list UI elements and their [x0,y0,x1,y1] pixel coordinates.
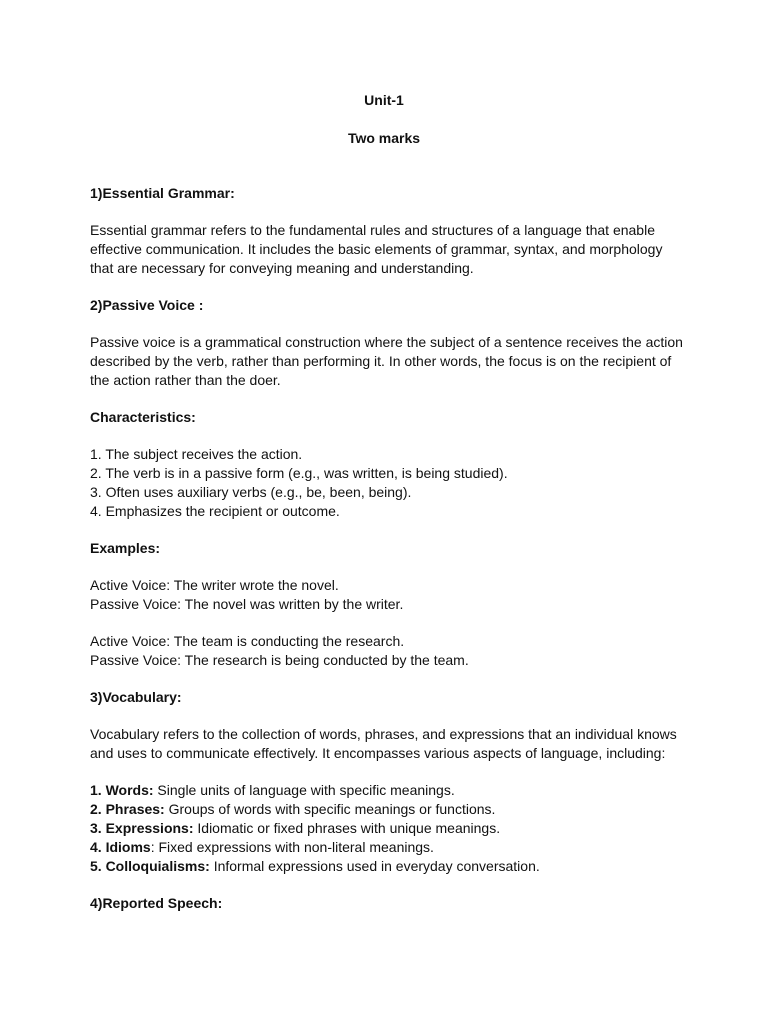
document-page [90,91,690,913]
paragraph-line: described by the verb, rather than performing it. In other words, the focus is on the recipient of [90,353,672,369]
document-title: Unit-1 [364,92,404,108]
characteristics-heading: Characteristics: [90,409,196,425]
characteristics-list [90,445,690,521]
example-pair [90,576,690,614]
section-heading-essential-grammar: 1)Essential Grammar: [90,185,235,201]
vocabulary-list [90,781,690,876]
list-item-term: 4. Idioms [90,839,151,855]
list-item: 3. Often uses auxiliary verbs (e.g., be, been, being). [90,484,412,500]
section-heading-passive-voice: 2)Passive Voice : [90,297,204,313]
list-item-desc: Groups of words with specific meanings or functions. [164,801,496,817]
section-heading-reported-speech: 4)Reported Speech: [90,895,223,911]
essential-grammar-paragraph [90,221,690,278]
list-item-term: 2. Phrases: [90,801,165,817]
paragraph-line: effective communication. It includes the basic elements of grammar, syntax, and morphology [90,241,663,257]
list-item: 1. The subject receives the action. [90,446,303,462]
document-subtitle: Two marks [347,130,421,146]
example-passive: Passive Voice: The novel was written by the writer. [90,596,404,612]
list-item: 4. Emphasizes the recipient or outcome. [90,503,340,519]
list-item-desc: : Fixed expressions with non-literal meanings. [150,839,434,855]
list-item [90,800,690,819]
list-item [90,781,690,800]
vocabulary-paragraph [90,725,690,763]
paragraph-line: Essential grammar refers to the fundamental rules and structures of a language that enable [90,222,655,238]
list-item-term: 1. Words: [90,782,154,798]
example-active: Active Voice: The writer wrote the novel. [90,577,339,593]
list-item-desc: Idiomatic or fixed phrases with unique meanings. [193,820,501,836]
paragraph-line: Vocabulary refers to the collection of words, phrases, and expressions that an individual knows [90,726,677,742]
list-item: 2. The verb is in a passive form (e.g., was written, is being studied). [90,465,508,481]
examples-heading: Examples: [90,540,161,556]
passive-voice-paragraph [90,333,690,390]
list-item-term: 5. Colloquialisms: [90,858,210,874]
list-item [90,819,690,838]
list-item [90,838,690,857]
list-item-desc: Informal expressions used in everyday conversation. [209,858,540,874]
list-item-desc: Single units of language with specific meanings. [153,782,455,798]
list-item-term: 3. Expressions: [90,820,194,836]
paragraph-line: Passive voice is a grammatical construction where the subject of a sentence receives the action [90,334,683,350]
example-active: Active Voice: The team is conducting the research. [90,633,405,649]
paragraph-line: and uses to communicate effectively. It encompasses various aspects of language, including: [90,745,666,761]
section-heading-vocabulary: 3)Vocabulary: [90,689,182,705]
example-pair [90,632,690,670]
paragraph-line: the action rather than the doer. [90,372,281,388]
paragraph-line: that are necessary for conveying meaning and understanding. [90,260,474,276]
list-item [90,857,690,876]
example-passive: Passive Voice: The research is being conducted by the team. [90,652,469,668]
